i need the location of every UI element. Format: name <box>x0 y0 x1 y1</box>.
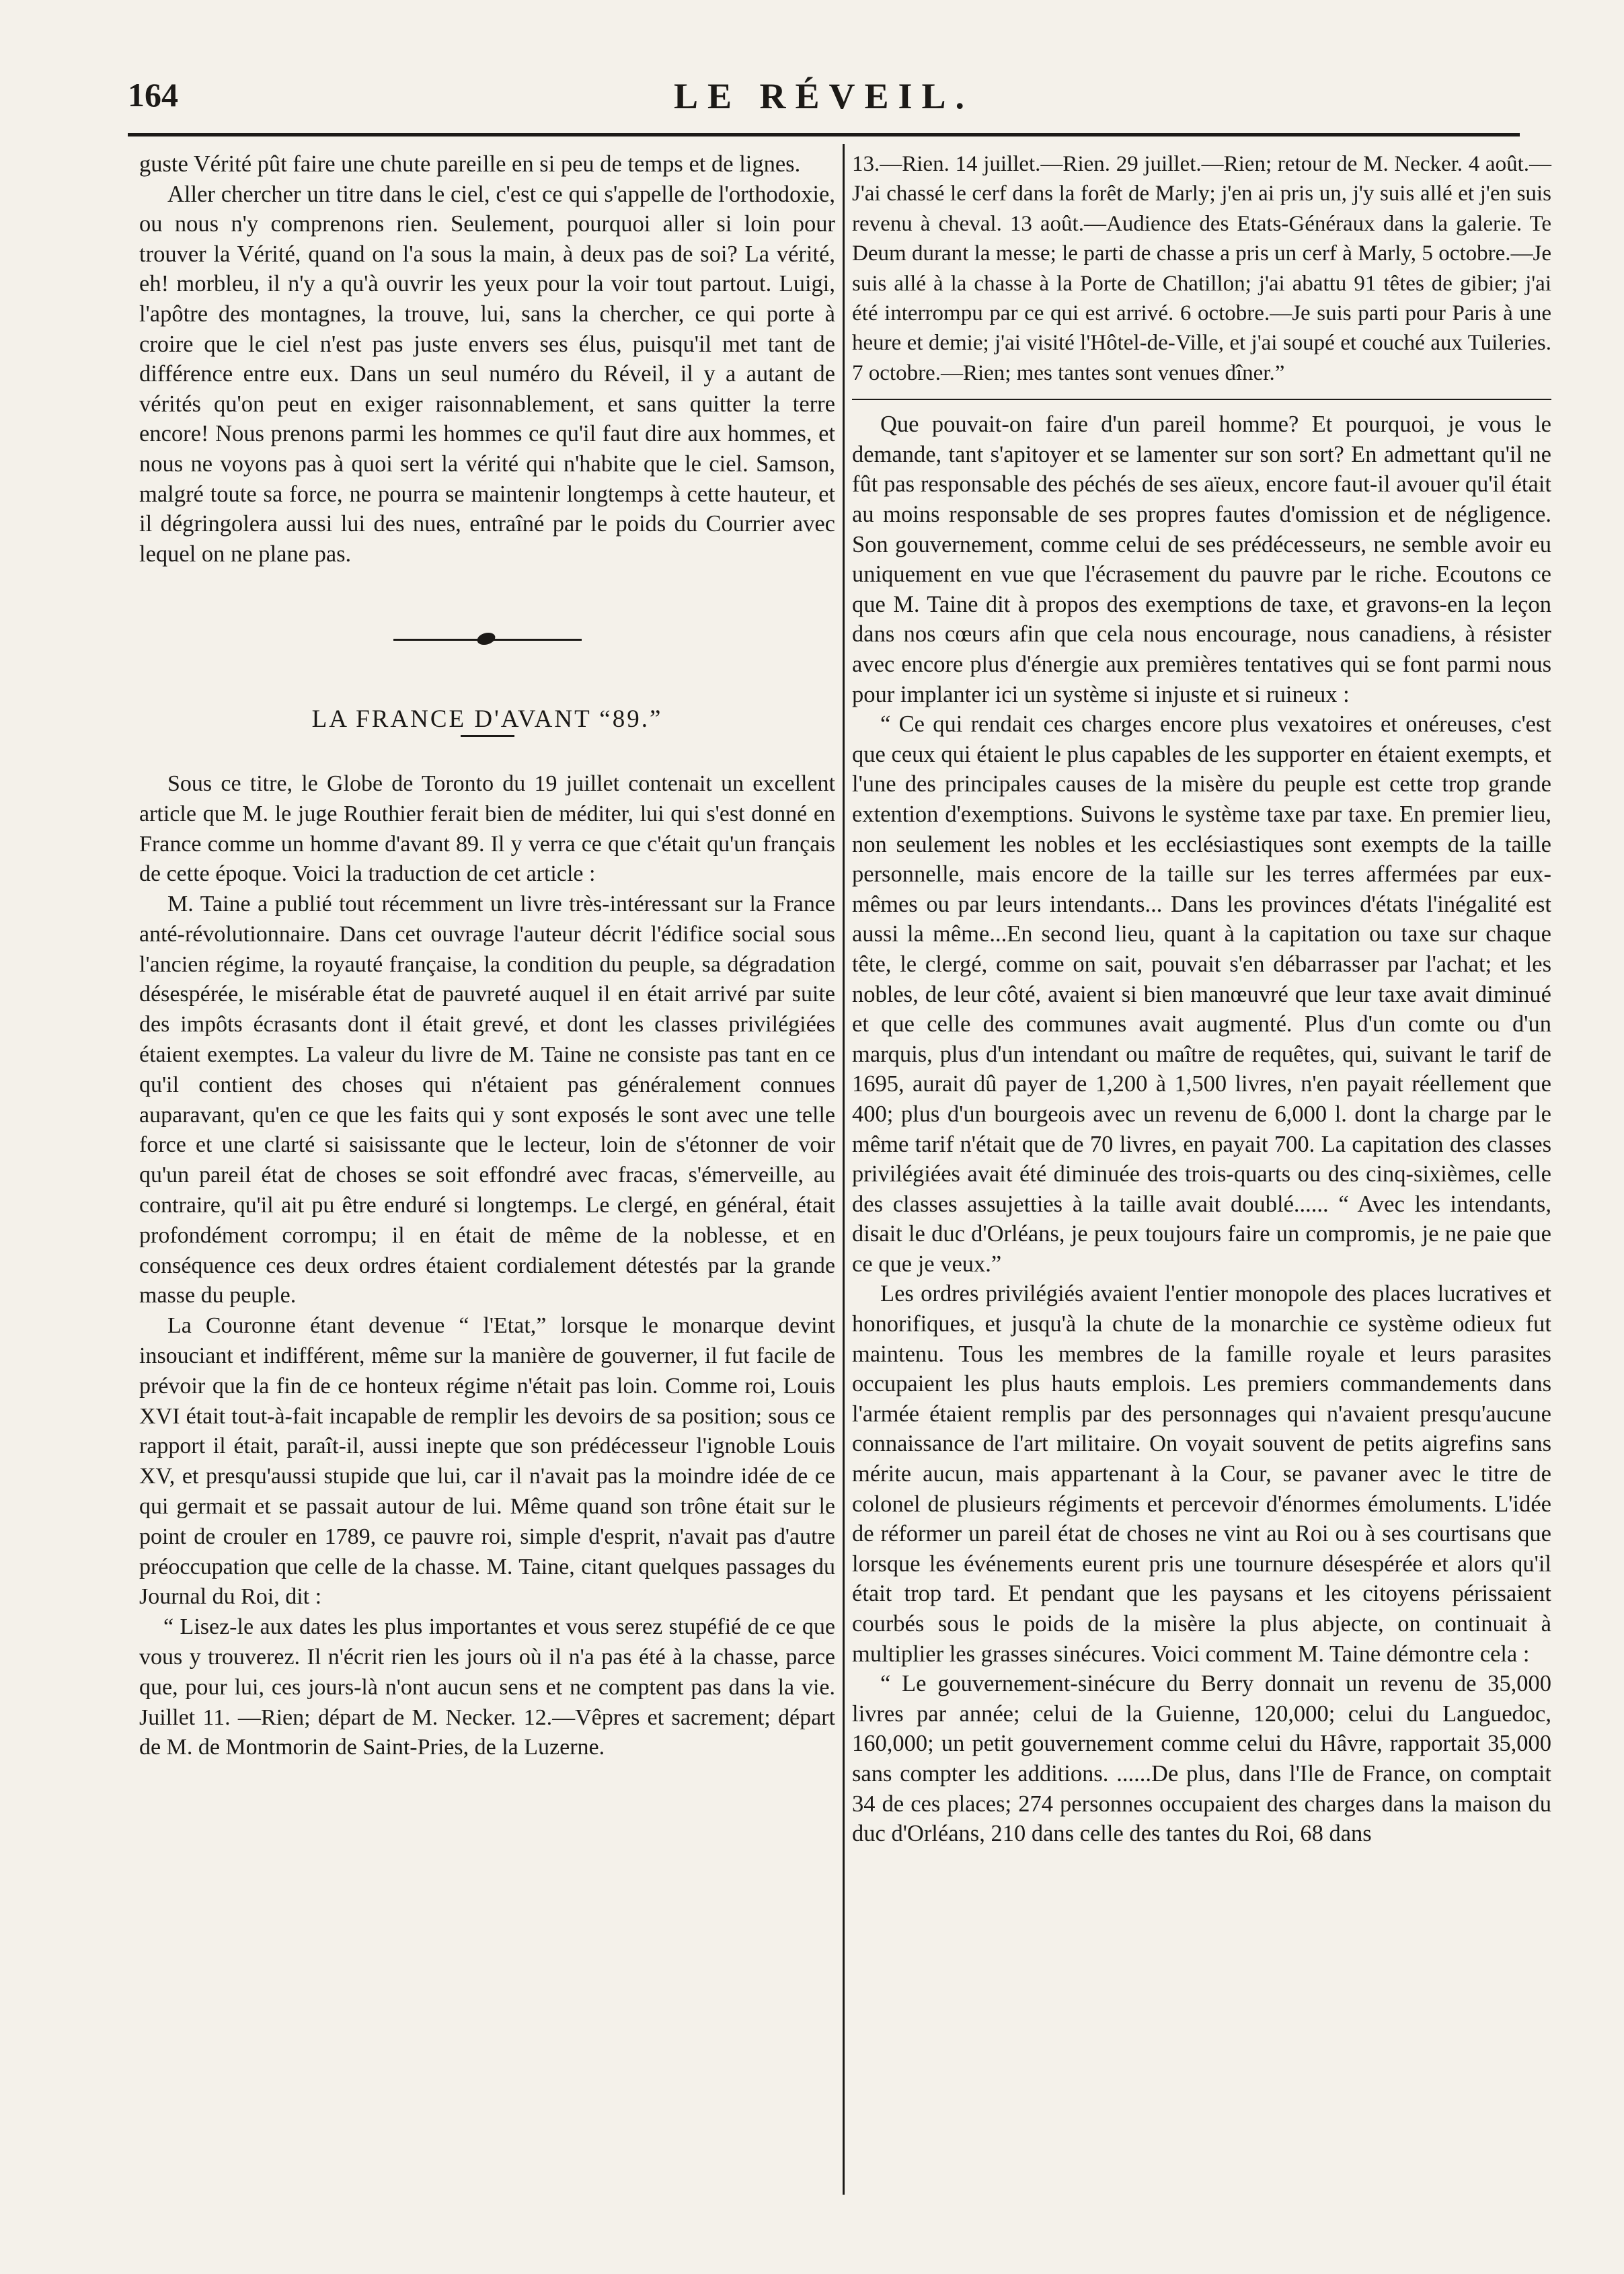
page-number: 164 <box>128 76 178 114</box>
left-paragraph-2: Aller chercher un titre dans le ciel, c'est ce qui s'appelle de l'orthodoxie, ou nous n'y comprenons rien. Seulement, pourquoi aller si loin pour trouver la Vérité, quand on l'a sous la main, à deux pas de soi? La vérité, eh! morbleu, il n'y a qu'à ouvrir les yeux pour la voir tout partout. Luigi, l'apôtre des montagnes, la trouve, lui, sans la chercher, ce qui porte à croire que le ciel n'est pas juste envers ses élus, puisqu'il met tant de différence entre eux. Dans un seul numéro du Réveil, il y a autant de vérités qu'on peut en exiger raisonnablement, et sans quitter la terre encore! Nous prenons parmi les hommes ce qu'il faut dire aux hommes, et nous ne voyons pas à quoi sert la vérité qui n'habite que le ciel. Samson, malgré toute sa force, ne pourra se maintenir longtemps à cette hauteur, et il dégringolera aussi lui des nues, entraîné par le poids du Courrier avec lequel on ne plane pas. <box>139 181 835 567</box>
header-rule <box>128 133 1520 136</box>
left-paragraph-4: M. Taine a publié tout récemment un livre très-intéressant sur la France anté-révolutionnaire. Dans cet ouvrage l'auteur décrit l'édifice social sous l'ancien régime, la royauté française, la condition du peuple, sa dégradation désespérée, le misérable état de pauvreté auquel il en était arrivé par suite des impôts écrasants dont il était grevé, et dont les classes privilégiées étaient exemptes. La valeur du livre de M. Taine ne consiste pas tant en ce qu'il contient des choses qui n'étaient pas généralement connues auparavant, qu'en ce que les faits qui y sont exposés le sont avec une telle force et une clarté si saisissante que le lecteur, loin de s'étonner de voir qu'un pareil état de choses se soit effondré avec fracas, s'émerveille, au contraire, qu'il ait pu être enduré si longtemps. Le clergé, en général, était profondément corrompu; il en était de même de la noblesse, et en conséquence ces deux ordres étaient cordialement détestés par la grande masse du peuple. <box>139 892 835 1308</box>
section-rule <box>461 735 514 737</box>
journal-title: LE RÉVEIL. <box>673 76 974 116</box>
left-paragraph-6: “ Lisez-le aux dates les plus importantes et vous serez stupéfié de ce que vous y trouverez. Il n'écrit rien les jours où il n'a pas été à la chasse, parce que, pour lui, ces jours-là n'ont aucun sens et ne comptent pas dans la vie. Juillet 11. —Rien; départ de M. Necker. 12.—Vêpres et sacrement; départ de M. de Montmorin de Saint-Pries, de la Luzerne. <box>139 1614 835 1760</box>
right-column <box>852 149 1551 1849</box>
right-paragraph-3: “ Ce qui rendait ces charges encore plus vexatoires et onéreuses, c'est que ceux qui étaient le plus capables de les supporter en étaient exempts, et l'une des principales causes de la misère du peuple est cette trop grande extention d'exemptions. Suivons le système taxe par taxe. En premier lieu, non seulement les nobles et les ecclésiastiques sont exempts de la taille personnelle, mais encore de la taille sur les terres affermées par eux-mêmes ou par leurs intendants... Dans les provinces d'états l'inégalité est aussi la même...En second lieu, quant à la capitation ou taxe sur chaque tête, le clergé, comme on sait, pouvait s'en débarrasser par l'achat; et les nobles, de leur côté, avaient si bien manœuvré que leur taxe avait diminué et que celle des communes avait augmenté. Plus d'un comte ou d'un marquis, plus d'un intendant ou maître de requêtes, qui, suivant le tarif de 1695, aurait dû payer de 1,200 à 1,500 livres, n'en payait réellement que 400; plus d'un bourgeois avec un revenu de 6,000 l. dont la charge par le même tarif n'était que de 70 livres, en payait 700. La capitation des classes privilégiées avait été diminuée des trois-quarts ou des cinq-sixièmes, celle des classes assujetties à la taille avait doublé...... “ Avec les intendants, disait le duc d'Orléans, je peux toujours faire un compromis, je ne paie que ce que je veux.” <box>852 711 1551 1277</box>
right-paragraph-1: 13.—Rien. 14 juillet.—Rien. 29 juillet.—Rien; retour de M. Necker. 4 août.—J'ai chassé le cerf dans la forêt de Marly; j'en ai pris un, j'y suis allé et j'en suis revenu à cheval. 13 août.—Audience des Etats-Généraux dans la galerie. Te Deum durant la messe; le parti de chasse a pris un cerf à Marly, 5 octobre.—Je suis allé à la chasse à la Porte de Chatillon; j'ai abattu 91 têtes de gibier; j'ai été interrompu par ce qui est arrivé. 6 octobre.—Je suis parti pour Paris à une heure et demie; j'ai visité l'Hôtel-de-Ville, et j'ai soupé et couché aux Tuileries. 7 octobre.—Rien; mes tantes sont venues dîner.” <box>852 152 1551 385</box>
section-ornament <box>393 635 582 644</box>
quote-end-rule <box>852 399 1551 400</box>
right-paragraph-2: Que pouvait-on faire d'un pareil homme? Et pourquoi, je vous le demande, tant s'apitoyer et se lamenter sur son sort? En admettant qu'il ne fût pas responsable des péchés de ses aïeux, encore faut-il avouer qu'il était au moins responsable de ses propres fautes d'omission et de négligence. Son gouvernement, comme celui de ses prédécesseurs, ne semble avoir eu uniquement en vue que l'écrasement du pauvre par le riche. Ecoutons ce que M. Taine dit à propos des exemptions de taxe, et gravons-en la leçon dans nos cœurs afin que cela nous encourage, nous canadiens, à résister avec encore plus d'énergie aux premières tentatives qui se font parmi nous pour implanter ici un système si injuste et si ruineux : <box>852 411 1551 707</box>
page-header <box>128 75 1520 129</box>
left-paragraph-3: Sous ce titre, le Globe de Toronto du 19 juillet contenait un excellent article que M. le juge Routhier ferait bien de méditer, lui qui s'est donné en France comme un homme d'avant 89. Il y verra ce que c'était qu'un français de cette époque. Voici la traduction de cet article : <box>139 771 835 887</box>
section-title: LA FRANCE D'AVANT “89.” <box>311 705 663 734</box>
right-paragraph-4: Les ordres privilégiés avaient l'entier monopole des places lucratives et honorifiques, et jusqu'à la chute de la monarchie ce système odieux fut maintenu. Tous les membres de la famille royale et leurs parasites occupaient les plus hauts emplois. Les premiers commandements dans l'armée étaient remplis par des personnages qui n'avaient presqu'aucune connaissance de l'art militaire. On voyait souvent de petits aigrefins sans mérite aucun, mais appartenant à la Cour, se pavaner avec le titre de colonel de plusieurs régiments et percevoir d'énormes émoluments. L'idée de réformer un pareil état de choses ne vint au Roi ou à ses courtisans que lorsque les événements eurent pris une tournure désespérée et alors qu'il était trop tard. Et pendant que les paysans et les citoyens périssaient courbés sous le poids de la misère la plus abjecte, on continuait à multiplier les grasses sinécures. Voici comment M. Taine démontre cela : <box>852 1281 1551 1667</box>
left-paragraph-1: guste Vérité pût faire une chute pareille en si peu de temps et de lignes. <box>139 151 801 177</box>
right-paragraph-5: “ Le gouvernement-sinécure du Berry donnait un revenu de 35,000 livres par année; celui de la Guienne, 120,000; celui du Languedoc, 160,000; un petit gouvernement comme celui du Hâvre, rapportait 35,000 sans compter les additions. ......De plus, dans l'Ile de France, on comptait 34 de ces places; 274 personnes occupaient des charges dans la maison du duc d'Orléans, 210 dans celle des tantes du Roi, 68 dans <box>852 1671 1551 1847</box>
left-column <box>139 149 835 1763</box>
column-divider <box>843 144 845 2195</box>
left-paragraph-5: La Couronne étant devenue “ l'Etat,” lorsque le monarque devint insouciant et indifférent, même sur la manière de gouverner, il fut facile de prévoir que la fin de ce honteux régime n'était pas loin. Comme roi, Louis XVI était tout-à-fait incapable de remplir les devoirs de sa position; sous ce rapport il était, paraît-il, aussi inepte que son prédécesseur l'ignoble Louis XV, et presqu'aussi stupide que lui, car il n'avait pas la moindre idée de ce qui germait et se passait autour de lui. Même quand son trône était sur le point de crouler en 1789, ce pauvre roi, simple d'esprit, n'avait pas d'autre préoccupation que celle de la chasse. M. Taine, citant quelques passages du Journal du Roi, dit : <box>139 1313 835 1610</box>
ornament-diamond-icon <box>475 633 497 645</box>
